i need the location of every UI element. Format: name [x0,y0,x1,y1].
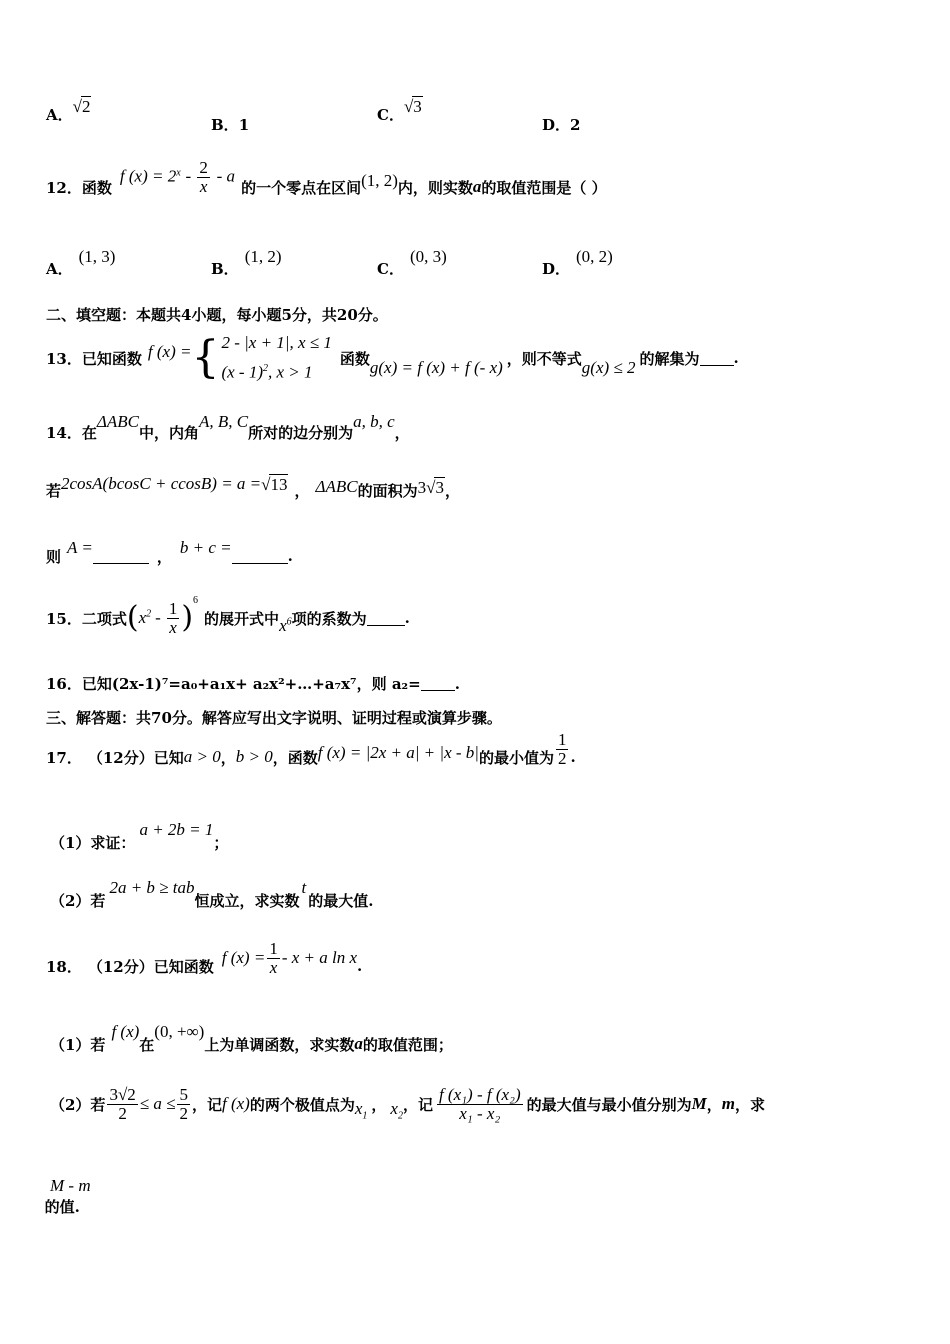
question-text: 的取值范围是（ ） [481,178,607,197]
question-text: （12分）已知函数 [87,957,214,976]
option-value: (0, 2) [576,247,613,266]
math-var: t [301,878,307,897]
question-text: 的最小值为 [478,748,554,767]
frac-num: 1 [557,729,567,749]
math-var: x [354,1098,363,1118]
math-sup: 6 [286,616,292,628]
math-sup: 6 [193,594,199,606]
question-text: （12分）已知 [87,748,184,767]
question-text: 内，则实数 [397,178,473,197]
question-text: （2）若 [50,891,106,910]
frac-num: f (x₁) - f (x₂) [438,1084,521,1104]
question-text: （1）若 [50,1035,106,1054]
punctuation: . [454,674,460,693]
punctuation: ， [220,748,236,767]
option-letter: B． [211,260,239,278]
option-letter: A． [46,260,73,278]
answer-blank[interactable] [700,351,734,366]
question-text: ，则不等式 [506,349,582,368]
question-text: 所对的边分别为 [248,423,354,442]
option-value: 2 [570,116,581,134]
question-number: 14． [46,423,82,442]
question-text: 中，内角 [138,423,199,442]
punctuation: . [287,547,293,565]
math-expr: - x + a ln x [281,948,358,967]
math-expr: ΔABC [96,412,139,431]
section-heading: 二、填空题：本题共4小题，每小题5分，共20分。 [46,306,388,324]
frac-num: 1 [168,598,178,618]
math-expr: - a [216,166,236,185]
math-sub: 2 [397,1110,403,1122]
math-var: x [138,608,147,627]
question-text: 项的系数为 [291,609,367,628]
question-text: 的一个零点在区间 [241,178,362,197]
right-paren: ) [181,600,194,635]
math-expr: a, b, c [353,412,395,431]
question-13 [46,330,739,386]
question-text: ，函数 [272,748,318,767]
question-text: ，记 [191,1095,222,1114]
punctuation: . [357,957,363,975]
question-17-part-2 [50,874,373,910]
question-text: 的取值范围； [362,1035,453,1054]
math-var: M [691,1094,707,1113]
question-number: 17． [46,748,82,767]
math-sup: 2 [262,363,268,375]
answer-blank[interactable] [93,549,149,564]
question-18-part-1 [50,1018,453,1054]
math-expr: g(x) = f (x) + f (- x) [369,358,503,377]
punctuation: . [570,748,576,766]
math-var: m [721,1094,736,1113]
question-text: 的面积为 [357,481,418,500]
question-number: 18． [46,957,82,976]
question-text: 的展开式中 [204,609,280,628]
question-number: 16． [46,675,82,693]
punctuation: . [404,609,410,627]
option-value: 1 [238,116,250,134]
math-op: - [155,608,161,627]
q12-option-d [542,246,613,278]
math-expr: f (x) [111,1022,140,1041]
math-expr: 2cosA(bcosC + ccosB) = a = [61,474,262,493]
math-expr: 2a + b ≥ tab [109,878,195,897]
option-value: (0, 3) [409,247,447,266]
question-text: 上为单调函数，求实数 [204,1035,355,1054]
frac-num: 3√2 [109,1084,136,1104]
q12-option-c [377,246,447,278]
option-value: 2 [81,97,91,116]
question-14-ask [46,530,293,566]
question-17-part-1 [50,816,228,852]
question-text: 的解集为 [639,349,700,368]
punctuation: . [733,349,739,367]
math-sub: 1 [362,1110,368,1122]
question-text: 若 [46,481,62,500]
question-18 [46,936,362,980]
answer-blank[interactable] [421,676,455,691]
frac-den: x [269,957,278,977]
question-text: 则 [46,547,62,566]
frac-den: 2 [557,748,567,768]
q11-option-b [211,114,249,135]
math-expr: A = [67,538,93,557]
question-text: 函数 [81,178,112,197]
math-expr: ΔABC [315,477,358,496]
punctuation: ， [394,423,410,442]
question-text: （1）求证： [50,833,136,852]
math-expr: a + 2b = 1 [139,820,214,839]
question-14 [46,412,410,452]
q12-option-a [46,246,116,278]
math-var: x [279,616,287,635]
math-expr: b > 0 [235,747,273,766]
option-letter: A． [46,106,73,124]
piecewise-case: 2 - |x + 1|, x ≤ 1 [221,333,332,353]
question-14-condition: 若 2cosA(bcosC + ccosB) = a = √13 ， ΔABC 的面积为 3√3 ， [46,474,460,500]
q11-option-d [542,114,580,135]
question-number: 15． [46,609,82,628]
punctuation: ， [371,1095,387,1114]
question-text: ，求 [735,1095,766,1114]
question-text: 的两个极值点为 [249,1095,355,1114]
math-expr: f (x) = [221,948,266,967]
math-expr: f (x) [221,1094,250,1113]
punctuation: ； [213,833,229,852]
math-sup: 2 [146,608,152,620]
math-expr: f (x) = 2 [119,166,177,185]
math-expr: M - m [50,1176,91,1195]
option-value: (1, 2) [244,247,282,266]
question-text: 二项式 [81,609,127,628]
math-var: a [472,177,482,196]
question-text: （2）若 [50,1095,106,1114]
question-text: 在 [139,1035,155,1054]
question-text: 的最大值与最小值分别为 [526,1095,692,1114]
option-letter: B． [211,116,239,134]
math-expr: a > 0 [183,747,221,766]
math-coef: 3 [417,477,427,497]
piecewise-case: (x - 1) [221,362,263,382]
question-text: 的值. [44,1197,80,1216]
frac-num: 1 [269,938,278,958]
question-16 [46,673,460,694]
q11-option-a: A．√2 [46,97,91,124]
question-number: 13． [46,349,82,368]
section-heading: 三、解答题：共70分。解答应写出文字说明、证明过程或演算步骤。 [46,709,502,727]
punctuation: ， [444,481,460,500]
frac-den: 2 [118,1103,127,1123]
math-var: a [354,1034,363,1053]
math-expr: f (x) = [147,342,192,361]
frac-den: x [169,617,177,637]
question-17 [46,729,576,782]
question-number: 12． [46,178,82,197]
option-letter: C． [377,106,404,124]
punctuation: ， [294,481,310,500]
math-sup: x [176,167,181,178]
option-value: (1, 3) [78,247,116,266]
math-expr: A, B, C [199,412,249,431]
math-expr: (0, +∞) [154,1022,205,1041]
left-paren: ( [126,600,139,635]
left-brace: { [191,332,220,383]
question-text: 在 [81,423,97,442]
option-letter: D． [542,260,571,278]
answer-blank[interactable] [367,611,405,626]
piecewise-case: , x > 1 [267,362,313,382]
question-18-final [44,1174,126,1216]
question-text: 的最大值. [308,891,374,910]
frac-den: x₁ - x₂ [459,1103,501,1123]
math-expr: ≤ a ≤ [139,1094,176,1113]
q12-option-b [211,246,282,278]
sqrt-radicand: 3 [435,477,444,497]
question-text: 已知函数 [81,349,142,368]
sqrt-radicand: 13 [270,474,288,494]
math-var: x [390,1098,398,1118]
option-letter: C． [377,260,404,278]
question-18-part-2: （2）若 $\frac{3√2}{2}$ ≤ a ≤ $\frac{5}{2}$ ，记 f (x) 的两个极值点为 $x_1$ ， $x_2$ ，记 $\frac{\text{f (x₁) - f (x₂)}}{\text{x₁ - x₂}}$ 的最大值与最小值分别为 M ， m ，求 [50,1084,766,1123]
question-text: 已知(2x-1)⁷=a₀+a₁x+ a₂x²+…+a₇x⁷，则 a₂= [81,675,421,693]
question-text: 函数 [339,349,370,368]
option-letter: D． [542,116,571,134]
math-expr: (1, 2) [361,171,398,190]
frac-den: 2 [179,1103,188,1123]
frac-num: 5 [179,1084,188,1104]
punctuation: ， [156,547,172,566]
answer-blank[interactable] [232,549,288,564]
option-value: 3 [413,97,422,116]
math-expr: f (x) = |2x + a| + |x - b| [317,743,479,762]
question-text: 恒成立，求实数 [194,891,300,910]
frac-den: x [199,176,208,196]
question-text: ，记 [402,1095,433,1114]
frac-num: 2 [199,157,208,177]
question-15 [46,592,410,644]
math-expr: g(x) ≤ 2 [581,358,636,377]
math-expr: b + c = [179,538,232,557]
question-12: 12． 函数 f $(x) = 2^x$ - $\frac{2}{x}$ - a 的一个零点在区间 (1, 2) 内，则实数 a 的取值范围是（ ） [46,157,607,197]
q11-option-c: C．√3 [377,97,422,124]
